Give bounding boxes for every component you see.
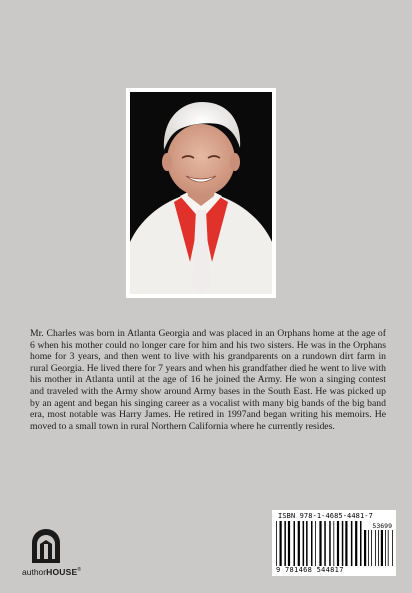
author-photo xyxy=(130,92,272,294)
barcode-bar xyxy=(385,530,386,566)
isbn-number: ISBN 978-1-4685-4481-7 xyxy=(278,512,373,520)
barcode-bar xyxy=(371,530,372,566)
price-barcode-bars xyxy=(364,530,394,566)
barcode-bar xyxy=(288,521,290,566)
publisher-name-prefix: author xyxy=(22,567,47,577)
barcode-bar xyxy=(306,521,308,566)
publisher-logo xyxy=(22,527,94,587)
barcode-bar xyxy=(315,521,316,566)
barcode-bar xyxy=(378,530,379,566)
barcode-bar xyxy=(381,530,383,566)
barcode-bar xyxy=(311,521,313,566)
barcode-bar xyxy=(360,521,362,566)
barcode-bar xyxy=(337,521,339,566)
barcode-bar xyxy=(368,530,369,566)
barcode-bar xyxy=(333,521,334,566)
barcode-bar xyxy=(276,521,277,566)
publisher-name xyxy=(22,567,94,577)
barcode-bar xyxy=(375,530,376,566)
author-portrait-illustration xyxy=(130,92,272,294)
trademark-symbol: ® xyxy=(77,567,82,574)
barcode-bar xyxy=(345,521,347,566)
barcode-bars xyxy=(276,521,362,566)
barcode-bar xyxy=(351,521,353,566)
barcode-bar xyxy=(280,521,282,566)
author-biography: Mr. Charles was born in Atlanta Georgia and was placed in an Orphans home at the age of 6 when his mother could no longer care for him and his two sisters. He was in the Orphans home for 3 years, and then went to live with his grandparents on a rundown dirt farm in rural Georgia. He lived there for 7 years and when his grandfather died he went to live with his mother in Atlanta until at the age of 16 he joined the Army. He won a singing contest and traveled with the Army show around Army bases in the South East. He was picked up by an agent and began his singing career as a vocalist with many big bands of the big band era, most notable was Harry James. He retired in 1997and began writing his memoirs. He moved to a small town in rural Northern California where he currently resides. xyxy=(30,328,386,432)
barcode-bar xyxy=(329,521,331,566)
publisher-name-caps: HOUSE xyxy=(46,567,78,577)
barcode-bar xyxy=(355,521,357,566)
barcode-digits: 9 781468 544817 xyxy=(276,566,344,574)
barcode-bar xyxy=(303,521,305,566)
author-photo-frame xyxy=(126,88,276,298)
barcode-bar xyxy=(392,530,393,566)
isbn-barcode xyxy=(272,510,396,576)
authorhouse-book-logo-icon xyxy=(26,527,66,565)
barcode-bar xyxy=(294,521,296,566)
barcode-bar xyxy=(298,521,300,566)
price-code: 53699 xyxy=(372,522,392,530)
barcode-bar xyxy=(342,521,344,566)
barcode-bar xyxy=(284,521,286,566)
barcode-bar xyxy=(388,530,389,566)
barcode-bar xyxy=(364,530,366,566)
barcode-bar xyxy=(324,521,326,566)
barcode-bar xyxy=(319,521,321,566)
